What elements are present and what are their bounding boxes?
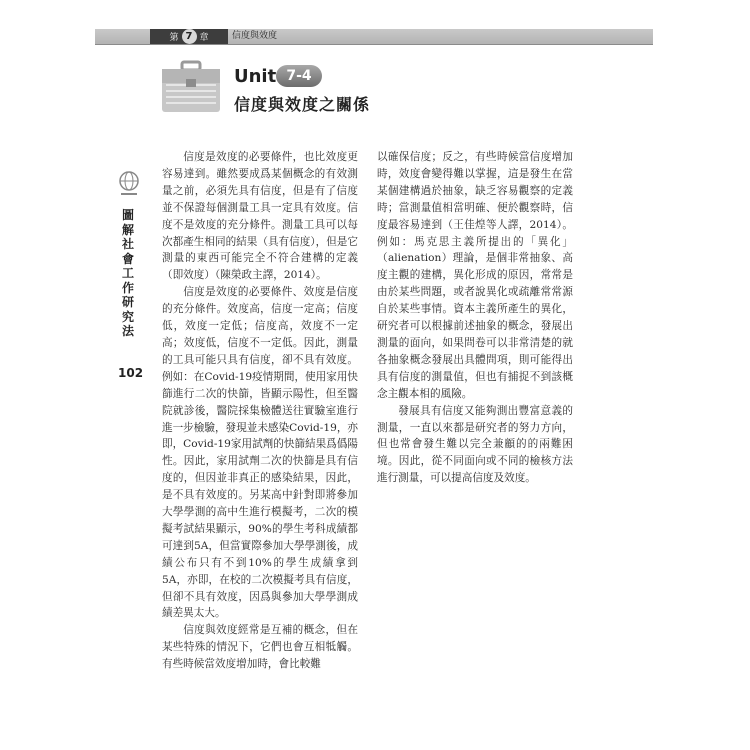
chapter-label: [150, 29, 228, 44]
chapter-title: 信度與效度: [232, 31, 278, 41]
unit-title: 信度與效度之關係: [234, 95, 371, 114]
unit-number-badge: 7-4: [276, 65, 322, 87]
chapter-suffix: 章: [199, 33, 209, 43]
book-title-vertical: 圖解社會工作研究法: [122, 208, 135, 338]
chapter-prefix: 第: [169, 33, 179, 43]
globe-logo-icon: [118, 170, 140, 198]
paragraph: 信度是效度的必要條件、效度是信度的充分條件。效度高，信度一定高；信度低，效度一定低；信度高，效度不一定高；效度低，信度不一定低。因此，測量的工具可能只具有信度，卻不具有效度。例如：在Covid-19疫情期間，使用家用快篩進行二次的快篩，皆顯示陽性，但至醫院就診後，醫院採集檢體送往實驗室進行進一步檢驗，發現並未感染Covid-19，亦即，Covid-19家用試劑的快篩結果爲僞陽性。因此，家用試劑二次的快篩是具有信度的，但因並非真正的感染結果，因此，是不具有效度的。另某高中針對即將參加大學學測的高中生進行模擬考，二次的模擬考試結果顯示，90%的學生考科成績都可達到5A，但當實際參加大學學測後，成績公布只有不到10%的學生成績拿到5A，亦即，在校的二次模擬考具有信度，但卻不具有效度，因爲與參加大學學測成績差異太大。: [162, 286, 359, 620]
page-number: 102: [118, 366, 144, 380]
chapter-number: 7: [182, 29, 197, 44]
paragraph: 以確保信度；反之，有些時候當信度增加時，效度會變得難以掌握，這是發生在當某個建構過於抽象，缺乏容易觀察的定義時；當測量值相當明確、便於觀察時，信度最容易達到（王佳煌等人譯，2014）。例如：馬克思主義所提出的「異化」（alienation）理論，是個非常抽象、高度主觀的建構，異化形成的原因，常常是由於某些問題，或者說異化或疏離常常源自於某些事情。資本主義所產生的異化，研究者可以根據前述抽象的概念，發展出測量的面向，如果問卷可以非常清楚的就各抽象概念發展出具體問項，則可能得出具有信度的測量值，但也有捕捉不到該概念主觀本相的風險。: [377, 151, 573, 400]
paragraph: 信度與效度經常是互補的概念，但在某些特殊的情況下，它們也會互相牴觸。有些時候當效度增加時，會比較難: [162, 624, 358, 671]
left-text-column: [162, 149, 358, 673]
briefcase-icon: [160, 60, 222, 114]
paragraph: 發展具有信度又能夠測出豐富意義的測量，一直以來都是研究者的努力方向，但也常會發生難以完全兼顧的的兩難困境。因此，從不同面向或不同的檢核方法進行測量，可以提高信度及效度。: [377, 404, 573, 485]
right-text-column: [377, 149, 573, 487]
unit-label: Unit: [234, 66, 277, 87]
paragraph: 信度是效度的必要條件，也比效度更容易達到。雖然要成爲某個概念的有效測量之前，必須先具有信度，但是有了信度並不保證每個測量工具一定具有效度。信度不是效度的充分條件。測量工具可以每次都產生相同的結果（具有信度），但是它測量的東西可能完全不符合建構的定義（即效度）（陳榮政主譯，2014）。: [162, 151, 358, 282]
